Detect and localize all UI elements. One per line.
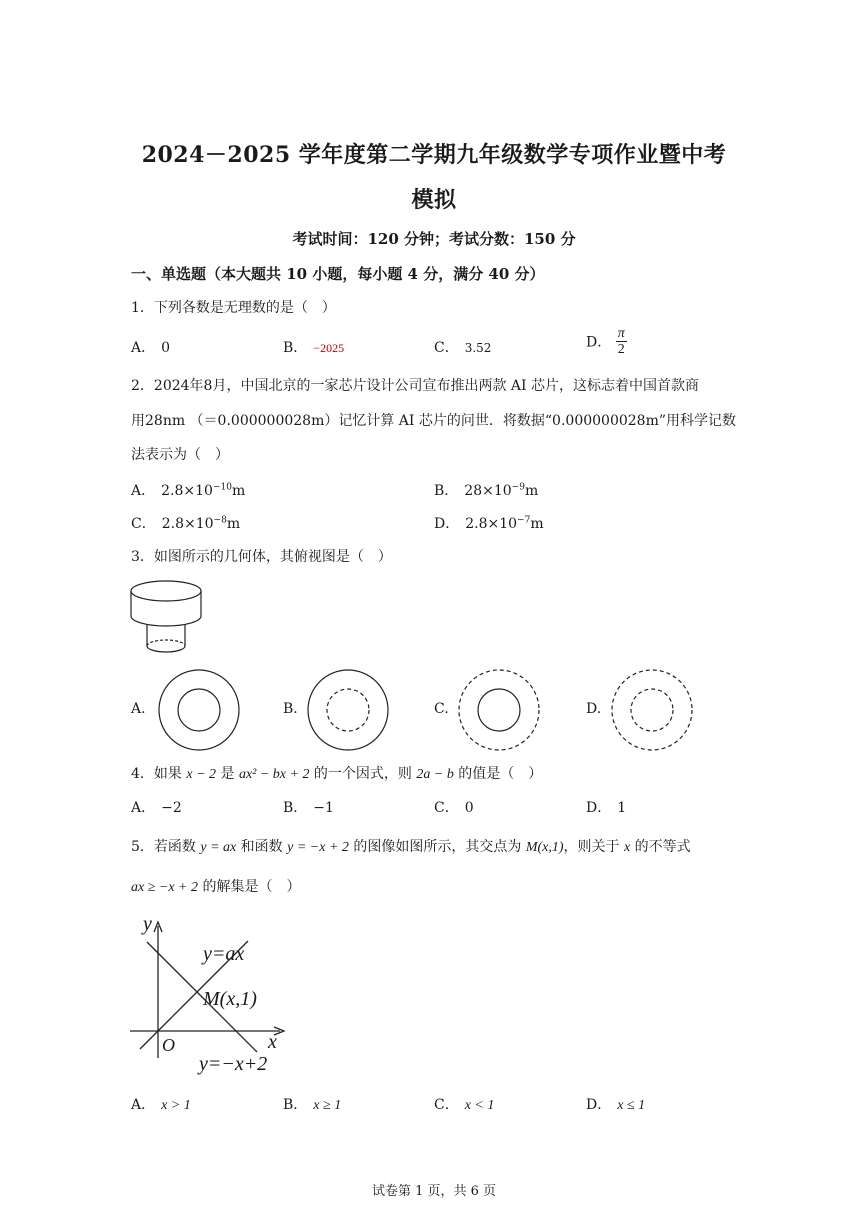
q2-option-c: C． $2.8\times 10^{-8}m$ [131,515,241,532]
q2-option-d: D． $2.8\times 10^{-7}m$ [434,515,544,532]
q1-option-b: B． −2025 [283,340,345,356]
q2-option-a: A． $2.8\times 10^{-10}m$ [131,482,246,499]
function-graph [125,908,290,1078]
page-footer: 试卷第 1 页，共 6 页 [371,1184,497,1199]
origin-label: O [162,1035,175,1055]
q5-option-b: B． x ≥ 1 [283,1097,342,1113]
q4-option-d: D． 1 [586,800,627,816]
exam-title-line1: 2024－2025 学年度第二学期九年级数学专项作业暨中考 [141,142,727,168]
question-2-line3: 法表示为（ ） [131,447,229,463]
line2-label: y=−x+2 [199,1053,268,1075]
exam-info: 考试时间：120 分钟；考试分数：150 分 [292,230,576,248]
line1-label: y=ax [203,943,245,965]
q1-option-c: C． 3.52 [434,340,492,356]
q4-option-c: C． 0 [434,800,474,816]
q5-option-c: C． x < 1 [434,1097,495,1113]
question-1-text: 1．下列各数是无理数的是（ ） [131,300,336,316]
section-heading: 一、单选题（本大题共 10 小题，每小题 4 分，满分 40 分） [131,265,545,283]
exam-title-line2: 模拟 [411,187,457,213]
q3-option-a-label: A. [131,701,146,717]
geometry-solid-figure [128,578,208,658]
y-axis-label: y [143,913,152,935]
q3-option-a-figure [157,668,241,752]
point-m-label: M(x,1) [203,988,257,1010]
question-4-text: 4．如果 x − 2 是 ax² − bx + 2 的一个因式，则 2a − b 的值是（ ） [131,766,543,782]
q1-option-a: A． 0 [131,340,171,356]
q3-option-d-label: D. [586,701,602,717]
q3-option-c-label: C. [434,701,449,717]
fraction-pi-over-2: $\frac{\pi}{2}$ [617,326,625,357]
q3-option-b-label: B. [283,701,298,717]
q5-option-d: D． x ≤ 1 [586,1097,646,1113]
q4-option-a: A． −2 [131,800,182,816]
q3-option-c-figure [457,668,541,752]
q2-option-b: B． $28\times 10^{-9}m$ [434,482,539,499]
q4-option-b: B． −1 [283,800,334,816]
question-2-line1: 2．2024年8月，中国北京的一家芯片设计公司宣布推出两款 AI 芯片，这标志着中国首款商 [131,378,699,394]
question-2-line2: 用28nm （＝0.000000028m）记忆计算 AI 芯片的问世．将数据“0.000000028m”用科学记数 [131,413,737,429]
q3-option-b-figure [306,668,390,752]
question-3-text: 3．如图所示的几何体，其俯视图是（ ） [131,549,392,565]
question-5-line1: 5．若函数 y = ax 和函数 y = −x + 2 的图像如图所示，其交点为 M(x,1)，则关于 x 的不等式 [131,839,691,855]
question-5-line2: ax ≥ −x + 2 的解集是（ ） [131,879,301,895]
x-axis-label: x [268,1031,277,1053]
q3-option-d-figure [610,668,694,752]
q1-option-d: D． $\frac{\pi}{2}$ [586,326,625,357]
q5-option-a: A． x > 1 [131,1097,191,1113]
